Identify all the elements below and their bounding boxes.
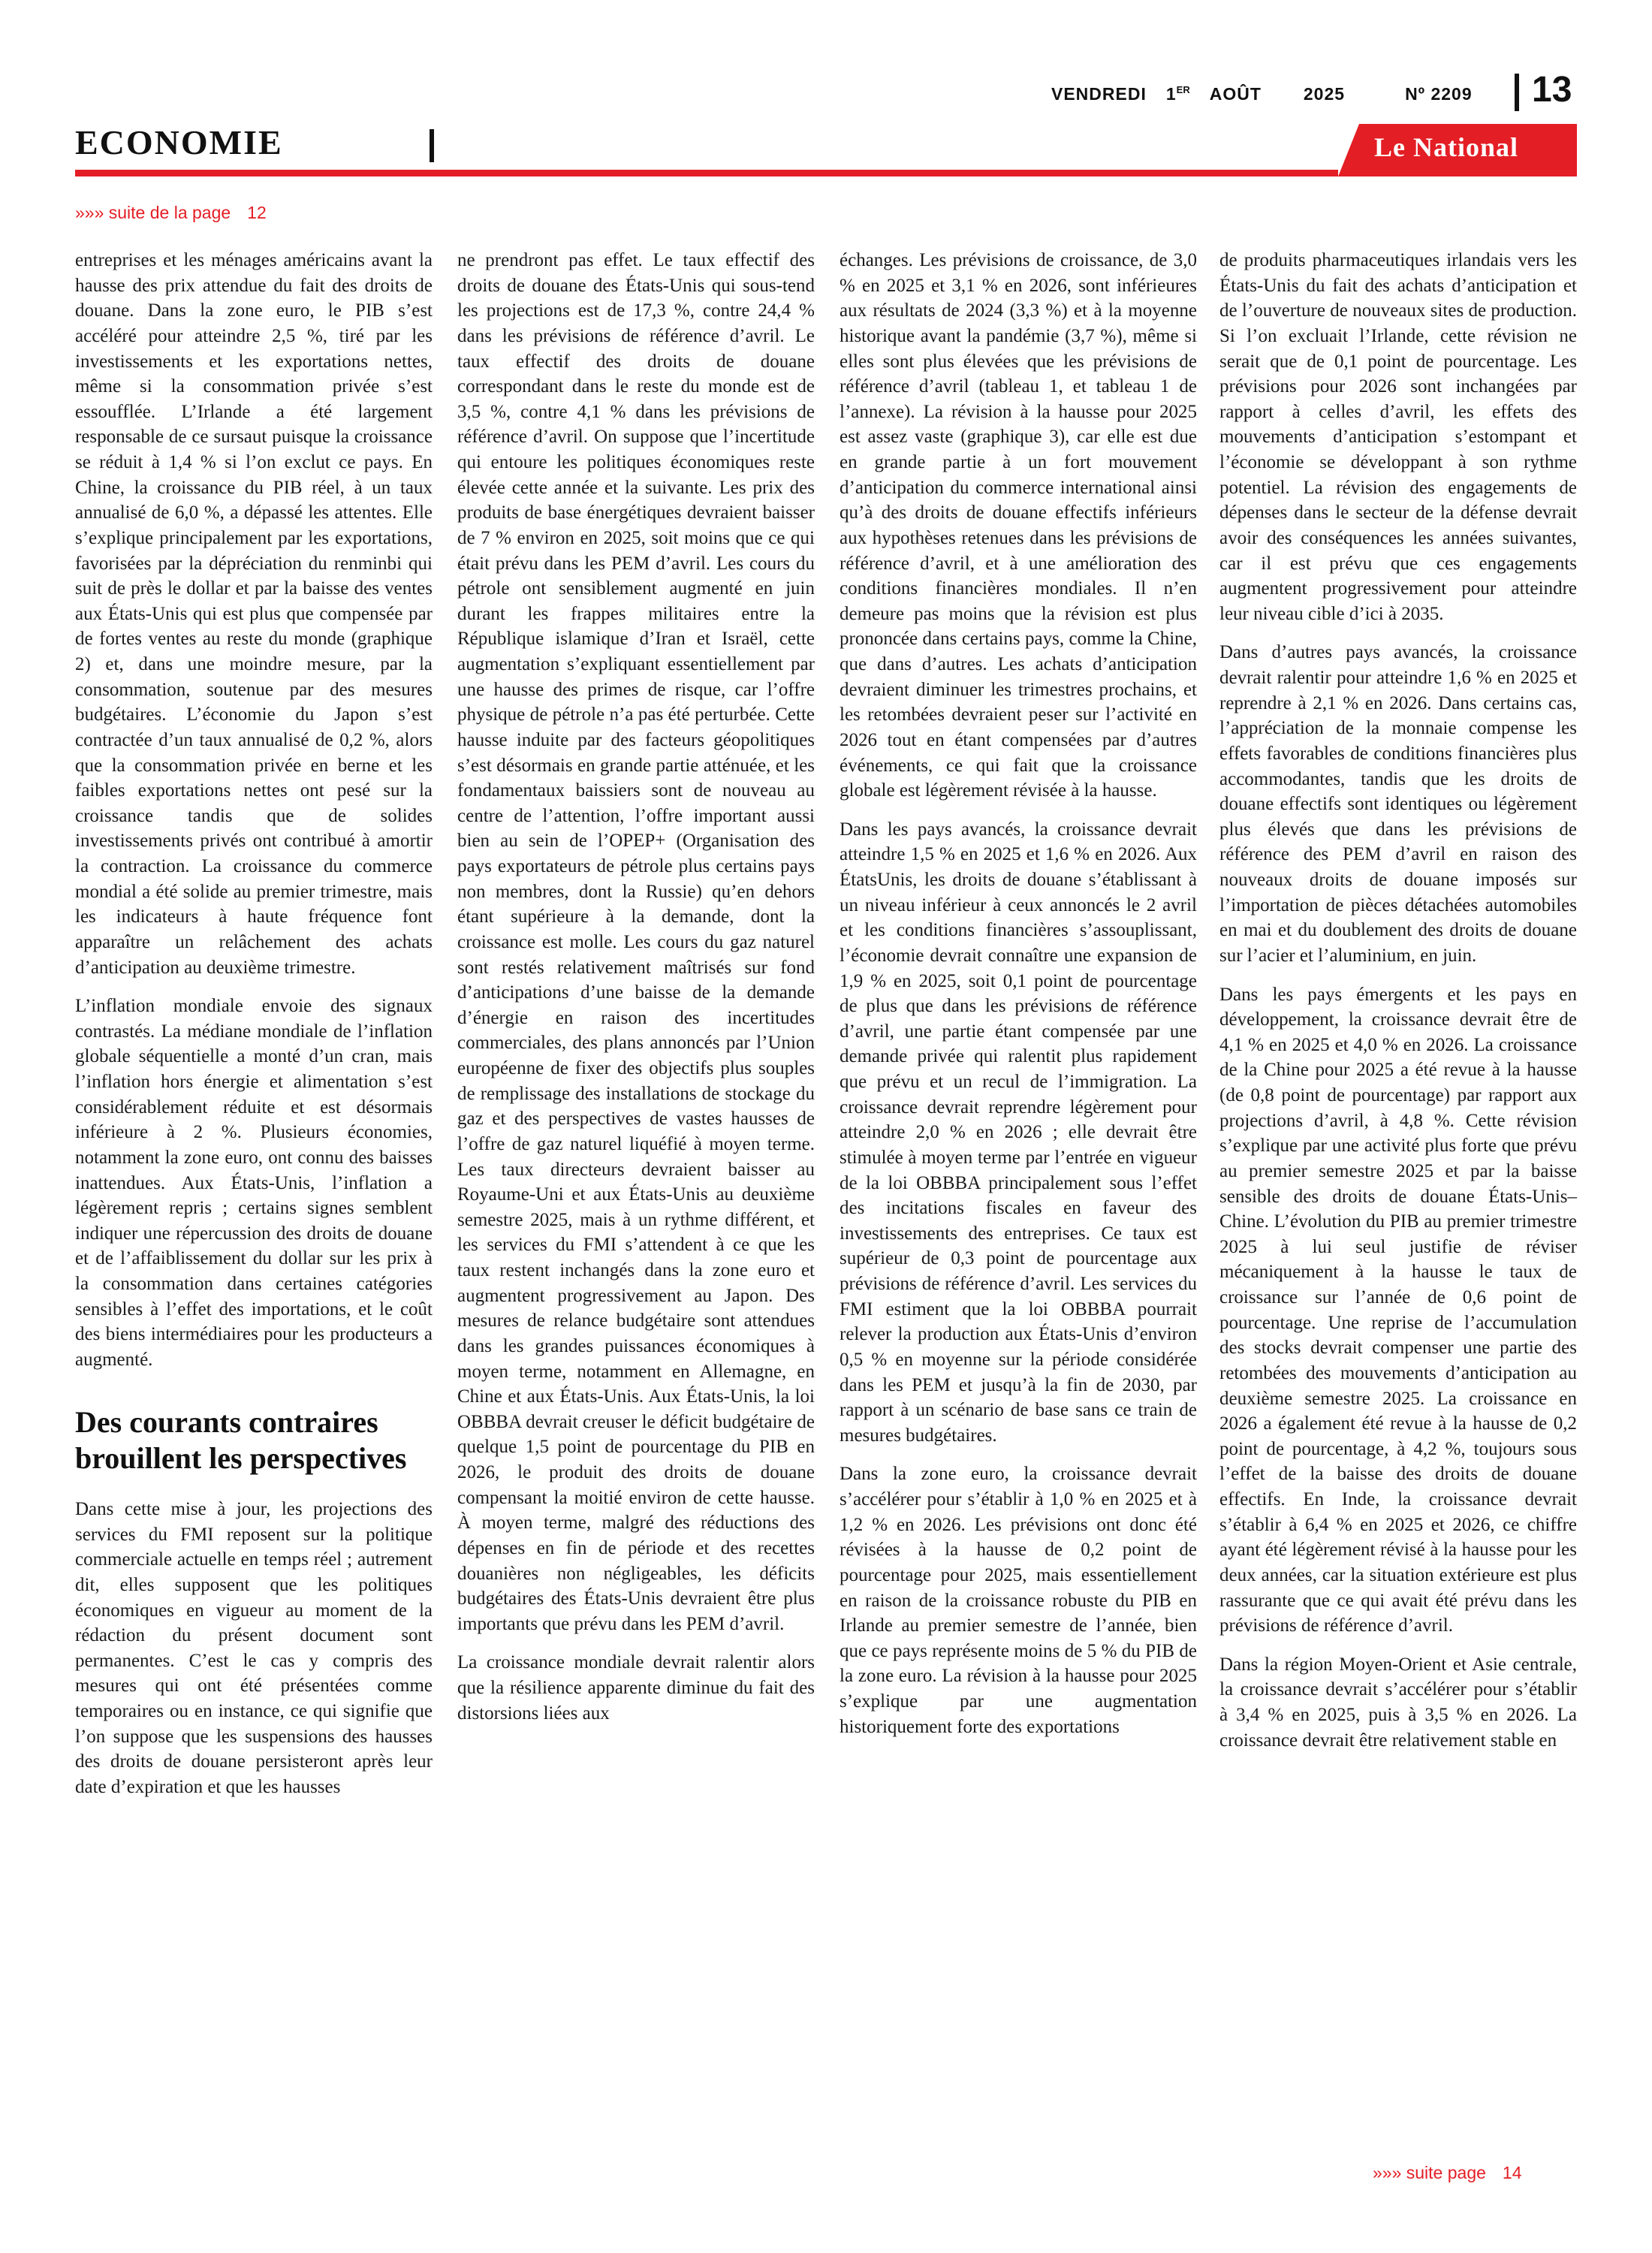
- paragraph: Dans les pays émergents et les pays en développement, la croissance devrait être de 4,1 % en 2025 et 4,0 % en 2026. La croissance de la Chine pour 2025 a été revue à la hausse (de 0,8 point de pourcentage) par rapport aux projections d’avril, à 4,8 %. Cette révision s’explique par une activité plus forte que prévu au premier semestre 2025 et par la baisse sensible des droits de douane États-Unis–Chine. L’évolution du PIB au premier trimestre 2025 à lui seul justifie de réviser mécaniquement à la hausse le taux de croissance sur l’année de 0,6 point de pourcentage. Une reprise de l’accumulation des stocks devrait compenser une partie des retombées des mouvements d’anticipation au deuxième semestre 2025. La croissance en 2026 a également été revue à la hausse de 0,2 point de pourcentage, à 4,2 %, toujours sous l’effet de la baisse des droits de douane effectifs. En Inde, la croissance devrait s’établir à 6,4 % en 2025 et 2026, ce chiffre ayant été légèrement révisé à la hausse pour les deux années, car la situation extérieure est plus rassurante que ce qui avait été prévu dans les prévisions de référence d’avril.: [1219, 984, 1577, 1636]
- issue-date-suffix: ER: [1176, 84, 1190, 95]
- paragraph: L’inflation mondiale envoie des signaux contrastés. La médiane mondiale de l’inflation globale séquentielle a monté d’un cran, mais l’inflation hors énergie et alimentation s’est considérablement réduite et est désormais inférieure à 2 %. Plusieurs économies, notamment la zone euro, ont connu des baisses inattendues. Aux États-Unis, l’inflation a légèrement repris ; certains signes semblent indiquer une répercussion des droits de douane et de l’affaiblissement du dollar sur les prix à la consommation dans certaines catégories sensibles à l’effet des importations, et le coût des biens intermédiaires pour les producteurs a augmenté.: [75, 996, 433, 1370]
- paragraph: La croissance mondiale devrait ralentir alors que la résilience apparente diminue du fait des distorsions liées aux: [457, 1652, 815, 1724]
- paragraph: Dans la zone euro, la croissance devrait s’accélérer pour s’établir à 1,0 % en 2025 et à 1,2 % en 2026. Les prévisions ont donc été révisées à la hausse de 0,2 point de pourcentage pour 2025, mais essentiellement en raison de la croissance robuste du PIB en Irlande au premier semestre de l’année, bien que ce pays représente moins de 5 % du PIB de la zone euro. La révision à la hausse pour 2025 s’explique par une augmentation historiquement forte des exportations: [840, 1464, 1197, 1737]
- paragraph: de produits pharmaceutiques irlandais vers les États-Unis du fait des achats d’anticipation et de l’ouverture de nouveaux sites de production. Si l’on excluait l’Irlande, cette révision ne serait que de 0,1 point de pourcentage. Les prévisions pour 2026 sont inchangées par rapport à celles d’avril, les effets des mouvements d’anticipation s’estompant et l’économie se développant à son rythme potentiel. La révision des engagements de dépenses dans le secteur de la défense devrait avoir des conséquences les années suivantes, car il est prévu que ces engagements augmentent progressivement pour atteindre leur niveau cible d’ici à 2035.: [1219, 250, 1577, 624]
- paragraph: ne prendront pas effet. Le taux effectif des droits de douane des États-Unis qui sous-tend les projections est de 17,3 %, contre 24,4 % dans les prévisions de référence d’avril. Le taux effectif des droits de douane correspondant dans le reste du monde est de 3,5 %, contre 4,1 % dans les prévisions de référence d’avril. On suppose que l’incertitude qui entoure les politiques économiques reste élevée cette année et la suivante. Les prix des produits de base énergétiques devraient baisser de 7 % environ en 2025, soit moins que ce qui était prévu dans les PEM d’avril. Les cours du pétrole ont sensiblement augmenté en juin durant les frappes militaires entre la République islamique d’Iran et Israël, cette augmentation s’expliquant essentiellement par une hausse des primes de risque, car l’offre physique de pétrole n’a pas été perturbée. Cette hausse induite par des facteurs géopolitiques s’est désormais en grande partie atténuée, et les fondamentaux baissiers sont de nouveau au centre de l’attention, l’offre important aussi bien au sein de l’OPEP+ (Organisation des pays exportateurs de pétrole plus certains pays non membres, dont la Russie) qu’en dehors étant supérieure à la demande, dont la croissance est molle. Les cours du gaz naturel sont restés relativement maîtrisés sur fond d’anticipations d’une baisse de la demande d’énergie en raison des incertitudes commerciales, des plans annoncés par l’Union européenne de fixer des objectifs plus souples de remplissage des installations de stockage du gaz et des perspectives de vastes hausses de l’offre de gaz naturel liquéfié à moyen terme. Les taux directeurs devraient baisser au Royaume-Uni et aux États-Unis au deuxième semestre 2025, mais à un rythme différent, et les services du FMI s’attendent à ce que les taux restent inchangés dans la zone euro et augmentent progressivement au Japon. Des mesures de relance budgétaire sont attendues dans les grandes puissances économiques à moyen terme, notamment en Allemagne, en Chine et aux États-Unis. Aux États-Unis, la loi OBBBA devrait creuser le déficit budgétaire de quelque 1,5 point de pourcentage du PIB en 2026, le produit des droits de douane compensant la moitié environ de cette hausse. À moyen terme, malgré des réductions des dépenses en fin de période et des recettes douanières non négligeables, les déficits budgétaires des États-Unis devraient être plus importants que prévu dans les PEM d’avril.: [457, 250, 815, 1634]
- issue-month: AOÛT: [1209, 84, 1262, 104]
- issue-day: VENDREDI: [1051, 84, 1147, 104]
- page-number: 13: [1532, 70, 1572, 110]
- issue-date-line: [1051, 84, 1473, 104]
- paragraph: Dans d’autres pays avancés, la croissance devrait ralentir pour atteindre 1,6 % en 2025 et reprendre à 2,1 % en 2026. Dans certains cas, l’appréciation de la monnaie compense les effets favorables de conditions financières plus accommodantes, tandis que les droits de douane effectifs sont identiques ou légèrement plus élevés que dans les prévisions de référence des PEM d’avril en raison des nouveaux droits de douane imposés sur l’importation de pièces détachées automobiles en mai et du doublement des droits de douane sur l’acier et l’aluminium, en juin.: [1219, 642, 1577, 966]
- paragraph: Dans cette mise à jour, les projections des services du FMI reposent sur la politique commerciale actuelle en temps réel ; autrement dit, elles supposent que les politiques économiques en vigueur au moment de la rédaction du présent document sont permanentes. C’est le cas y compris des mesures qui ont été présentées comme temporaires ou en instance, ce qui signifie que l’on suppose que les suspensions des hausses des droits de douane persisteront après leur date d’expiration et que les hausses: [75, 1499, 433, 1797]
- continued-to-label: [1373, 2163, 1522, 2183]
- page-number-divider: [1515, 74, 1519, 111]
- article-column-2: [457, 248, 815, 1739]
- continued-from-label: [75, 203, 267, 223]
- issue-number: Nº 2209: [1405, 84, 1473, 104]
- continued-to-page: 14: [1502, 2163, 1522, 2182]
- article-subheading: Des courants contraires brouillent les perspectives: [75, 1404, 407, 1476]
- section-title: ECONOMIE: [75, 123, 283, 161]
- paragraph: échanges. Les prévisions de croissance, de 3,0 % en 2025 et 3,1 % en 2026, sont inférieures aux résultats de 2024 (3,3 %) et à la moyenne historique avant la pandémie (3,7 %), même si elles sont plus élevées que les prévisions de référence d’avril (tableau 1, et tableau 1 de l’annexe). La révision à la hausse pour 2025 est assez vaste (graphique 3), car elle est due en grande partie à un fort mouvement d’anticipation du commerce international ainsi qu’à des droits de douane effectifs inférieurs aux hypothèses retenues dans les prévisions de référence d’avril, et à une amélioration des conditions financières mondiales. Il n’en demeure pas moins que la révision est plus prononcée dans certains pays, comme la Chine, que dans d’autres. Les achats d’anticipation devraient diminuer les trimestres prochains, et les retombées devraient peser sur l’activité en 2026 tout en étant compensées par d’autres événements, ce qui fait que la croissance globale est légèrement révisée à la hausse.: [840, 250, 1197, 801]
- section-divider: [430, 129, 434, 162]
- continued-from-text: »»» suite de la page: [75, 203, 231, 222]
- article-column-4: [1219, 248, 1577, 1766]
- header-rule: [75, 170, 1338, 176]
- brand-name: Le National: [1374, 132, 1519, 162]
- article-column-3: [840, 248, 1197, 1753]
- continued-to-text: »»» suite page: [1373, 2163, 1486, 2182]
- paragraph: entreprises et les ménages américains avant la hausse des prix attendue du fait des droits de douane. Dans la zone euro, le PIB s’est accéléré pour atteindre 2,5 %, tiré par les investissements et les exportations nettes, même si la consommation privée s’est essoufflée. L’Irlande a été largement responsable de ce sursaut puisque la croissance se réduit à 1,4 % si l’on exclut ce pays. En Chine, la croissance du PIB réel, à un taux annualisé de 6,0 %, a dépassé les attentes. Elle s’explique principalement par les exportations, favorisées par la dépréciation du renminbi qui suit de près le dollar et par la baisse des ventes aux États-Unis qui est plus que compensée par de fortes ventes au reste du monde (graphique 2) et, dans une moindre mesure, par la consommation, soutenue par des mesures budgétaires. L’économie du Japon s’est contractée d’un taux annualisé de 0,2 %, alors que la consommation privée en berne et les faibles exportations nettes ont pesé sur la croissance tandis que de solides investissements privés ont contribué à amortir la contraction. La croissance du commerce mondial a été solide au premier trimestre, mais les indicateurs à haute fréquence font apparaître un relâchement des achats d’anticipation au deuxième trimestre.: [75, 250, 433, 978]
- paragraph: Dans les pays avancés, la croissance devrait atteindre 1,5 % en 2025 et 1,6 % en 2026. Aux ÉtatsUnis, les droits de douane s’établissant à un niveau inférieur à ceux annoncés le 2 avril et les conditions financières s’assouplissant, l’économie devrait connaître une expansion de 1,9 % en 2025, soit 0,1 point de pourcentage de plus que dans les prévisions de référence d’avril, une partie étant compensée par une demande privée qui ralentit plus rapidement que prévu et un recul de l’immigration. La croissance devrait reprendre légèrement pour atteindre 2,0 % en 2026 ; elle devrait être stimulée à moyen terme par l’entrée en vigueur de la loi OBBBA principalement sous l’effet des incitations fiscales en faveur des investissements des entreprises. Ce taux est supérieur de 0,3 point de pourcentage aux prévisions de référence d’avril. Les services du FMI estiment que la loi OBBBA pourrait relever la production aux États-Unis d’environ 0,5 % en moyenne sur la période considérée dans les PEM et jusqu’à la fin de 2030, par rapport à un scénario de base sans ce train de mesures budgétaires.: [840, 819, 1197, 1446]
- paragraph: Dans la région Moyen-Orient et Asie centrale, la croissance devrait s’accélérer pour s’établir à 3,4 % en 2025, puis à 3,5 % en 2026. La croissance devrait être relativement stable en: [1219, 1654, 1577, 1751]
- issue-year: 2025: [1303, 84, 1346, 104]
- continued-from-page: 12: [247, 203, 267, 222]
- issue-date-number: 1: [1165, 84, 1177, 104]
- article-column-1: [75, 248, 433, 1814]
